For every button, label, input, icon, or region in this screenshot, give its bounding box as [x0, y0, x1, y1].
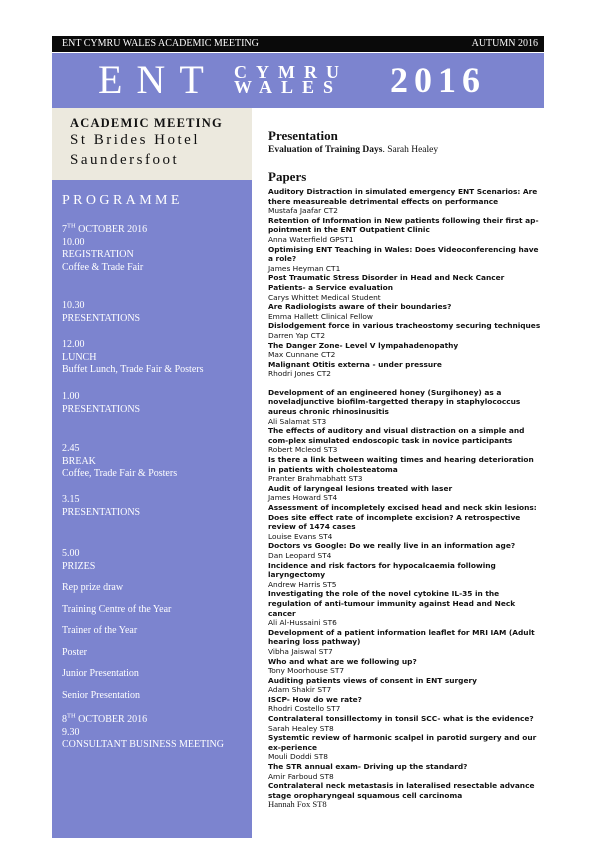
paper-author: Mouli Doddi ST8 [268, 752, 328, 762]
paper-item [268, 714, 542, 733]
paper-title: Optimising ENT Teaching in Wales: Does Videoconferencing have a role? [268, 244, 539, 264]
header-bar [52, 36, 544, 52]
day1-month: OCTOBER 2016 [75, 224, 148, 235]
banner-wales: WALES [234, 77, 343, 97]
presentation-heading: Presentation [268, 128, 338, 143]
paper-title: ISCP- How do we rate? [268, 694, 362, 704]
paper-author: Louise Evans ST4 [268, 531, 333, 541]
venue-title: ACADEMIC MEETING [70, 116, 223, 130]
block-title: BREAK [62, 455, 96, 467]
paper-title: Investigating the role of the novel cytokine IL-35 in the regulation of anti-tumour immunity against Head and Neck cancer [268, 589, 516, 618]
paper-item [268, 657, 542, 676]
programme-sidebar [52, 180, 252, 838]
paper-author: Mustafa Jaafar CT2 [268, 206, 338, 216]
paper-title: Malignant Otitis externa - under pressure [268, 359, 442, 369]
block-title: REGISTRATION [62, 249, 134, 260]
paper-title: Doctors vs Google: Do we really live in an information age? [268, 541, 516, 551]
paper-item [268, 503, 542, 541]
paper-title: Audit of laryngeal lesions treated with laser [268, 483, 453, 493]
paper-author: Sarah Healey ST8 [268, 723, 334, 733]
paper-item [268, 216, 542, 245]
paper-item [268, 426, 542, 455]
paper-item [268, 321, 542, 340]
day1-day: 7 [62, 224, 67, 235]
block-time: 5.00 [62, 548, 80, 559]
paper-author: Andrew Harris ST5 [268, 579, 337, 589]
block-title: PRESENTATIONS [62, 403, 141, 415]
block-title: PRESENTATIONS [62, 312, 141, 324]
paper-title: Assessment of incompletely excised head and neck skin lesions: Does site effect rate of incomplete excision? A retrospective review of 1474 cases [268, 503, 537, 532]
paper-item [268, 541, 542, 560]
paper-title: Contralateral neck metastasis in lateralised resectable advance stage oropharyngeal squamous cell carcinoma [268, 781, 535, 800]
paper-author: Rhodri Costello ST7 [268, 704, 341, 714]
paper-title: Auditing patients views of consent in ENT surgery [268, 675, 477, 685]
papers-section [268, 169, 542, 810]
papers-heading: Papers [268, 169, 307, 184]
day2-month: OCTOBER 2016 [75, 714, 148, 725]
paper-title: Post Traumatic Stress Disorder in Head and Neck Cancer Patients- a Service evaluation [268, 273, 505, 292]
programme-day2 [62, 714, 248, 752]
programme-block [62, 443, 248, 481]
paper-title: Auditory Distraction in simulated emergency ENT Scenarios: Are there measureable detrimental effects on performance [268, 187, 538, 206]
paper-item [268, 676, 542, 695]
paper-author: Robert Mcleod ST3 [268, 445, 338, 455]
block-time: 10.00 [62, 236, 85, 248]
paper-author: Ali Al-Hussaini ST6 [268, 618, 337, 628]
prize-item: Senior Presentation [62, 689, 141, 701]
paper-item [268, 388, 542, 426]
paper-item [268, 561, 542, 590]
paper-author: Vibha Jaiswal ST7 [268, 646, 333, 656]
paper-author: Ali Salamat ST3 [268, 416, 327, 426]
paper-title: Dislodgement force in various tracheostomy securing techniques [268, 321, 541, 331]
paper-title: Development of a patient information leaflet for MRI IAM (Adult hearing loss pathway) [268, 627, 535, 647]
paper-item [268, 187, 542, 216]
prize-item: Training Centre of the Year [62, 603, 172, 615]
presentation-line [268, 145, 544, 155]
paper-title: The Danger Zone- Level V lympahadenopathy [268, 340, 459, 350]
paper-title: The effects of auditory and visual distraction on a simple and com-plex simulated endoscopic task in novice participants [268, 426, 525, 445]
paper-item [268, 455, 542, 484]
block-sub: Coffee & Trade Fair [62, 261, 144, 273]
paper-item [268, 762, 542, 781]
day2-date [62, 714, 248, 727]
paper-item [268, 245, 542, 274]
paper-author: Dan Leopard ST4 [268, 550, 332, 560]
programme-day1 [62, 224, 248, 274]
prize-item: Poster [62, 646, 87, 658]
block-time: 1.00 [62, 391, 80, 402]
paper-author: Carys Whittet Medical Student [268, 292, 381, 302]
block-title: PRIZES [62, 560, 96, 572]
banner-year: 2016 [390, 60, 486, 100]
paper-author: Rhodri Jones CT2 [268, 369, 331, 379]
paper-author: Emma Hallett Clinical Fellow [268, 311, 373, 321]
paper-item [268, 341, 542, 360]
title-banner [52, 53, 544, 108]
paper-author: James Heyman CT1 [268, 263, 341, 273]
programme-block [62, 494, 248, 519]
paper-author: Amir Farboud ST8 [268, 771, 334, 781]
paper-title: The STR annual exam- Driving up the standard? [268, 762, 468, 772]
paper-title: Development of an engineered honey (Surgihoney) as a noveladjunctive biofilm-targetted therapy in staphylococcus aureus chronic rhinosinusitis [268, 387, 521, 417]
paper-title: Systemtic review of harmonic scalpel in parotid surgery and our ex-perience [268, 733, 537, 752]
prize-item: Rep prize draw [62, 582, 124, 593]
block-title: LUNCH [62, 351, 97, 363]
paper-title: Is there a link between waiting times and hearing deterioration in patients with cholesteatoma [268, 455, 534, 474]
programme-title: PROGRAMME [62, 193, 183, 208]
paper-item [268, 484, 542, 503]
presentation-title: Evaluation of Training Days [268, 145, 383, 155]
presentation-section [268, 128, 544, 155]
presentation-author: . Sarah Healey [382, 145, 439, 155]
block-time: 12.00 [62, 339, 85, 350]
programme-block [62, 548, 248, 702]
programme-block [62, 300, 248, 325]
paper-item [268, 360, 542, 379]
paper-author: Pranter Brahmabhatt ST3 [268, 474, 363, 484]
block-sub: Coffee, Trade Fair & Posters [62, 468, 178, 479]
day2-day: 8 [62, 714, 67, 725]
paper-title: Who and what are we following up? [268, 656, 417, 666]
paper-author: Tony Moorhouse ST7 [268, 666, 345, 676]
block-title: CONSULTANT BUSINESS MEETING [62, 739, 224, 750]
block-time: 2.45 [62, 443, 80, 454]
paper-title: Retention of Information in New patients following their first ap-pointment in the ENT Outpatient Clinic [268, 215, 539, 235]
paper-author: Anna Waterfield GPST1 [268, 234, 354, 244]
venue-line2: Saundersfoot [70, 152, 180, 168]
prize-item: Trainer of the Year [62, 625, 138, 636]
spacer [268, 379, 542, 388]
header-title: ENT CYMRU WALES ACADEMIC MEETING [62, 38, 259, 49]
programme-block [62, 391, 248, 416]
paper-title: Are Radiologists aware of their boundaries? [268, 302, 452, 312]
paper-author: Adam Shakir ST7 [268, 685, 332, 695]
paper-author: James Howard ST4 [268, 493, 338, 503]
paper-item [268, 628, 542, 657]
paper-title: Incidence and risk factors for hypocalcaemia following laryngectomy [268, 560, 496, 580]
paper-item [268, 695, 542, 714]
paper-item [268, 781, 542, 810]
paper-author: Hannah Fox ST8 [268, 799, 327, 810]
paper-item [268, 273, 542, 302]
paper-author: Darren Yap CT2 [268, 330, 326, 340]
banner-cymru: CYMRU [234, 62, 348, 82]
day1-suffix: TH [67, 222, 76, 230]
block-title: PRESENTATIONS [62, 506, 141, 518]
paper-title: Contralateral tonsillectomy in tonsil SCC- what is the evidence? [268, 714, 534, 724]
paper-author: Max Cunnane CT2 [268, 350, 336, 360]
block-time: 10.30 [62, 300, 85, 311]
papers-list [268, 187, 542, 810]
banner-cymru-wales [234, 62, 348, 97]
block-time: 3.15 [62, 494, 80, 505]
programme-block [62, 339, 248, 377]
day1-date [62, 224, 248, 237]
paper-item [268, 302, 542, 321]
venue-line1: St Brides Hotel [70, 132, 200, 148]
prize-item: Junior Presentation [62, 668, 139, 679]
day2-suffix: TH [67, 712, 76, 720]
venue-box [52, 108, 252, 180]
header-season: AUTUMN 2016 [471, 38, 538, 49]
paper-item [268, 733, 542, 762]
block-sub: Buffet Lunch, Trade Fair & Posters [62, 364, 204, 375]
banner-ent: ENT [98, 57, 218, 102]
block-time: 9.30 [62, 726, 80, 738]
paper-item [268, 589, 542, 627]
